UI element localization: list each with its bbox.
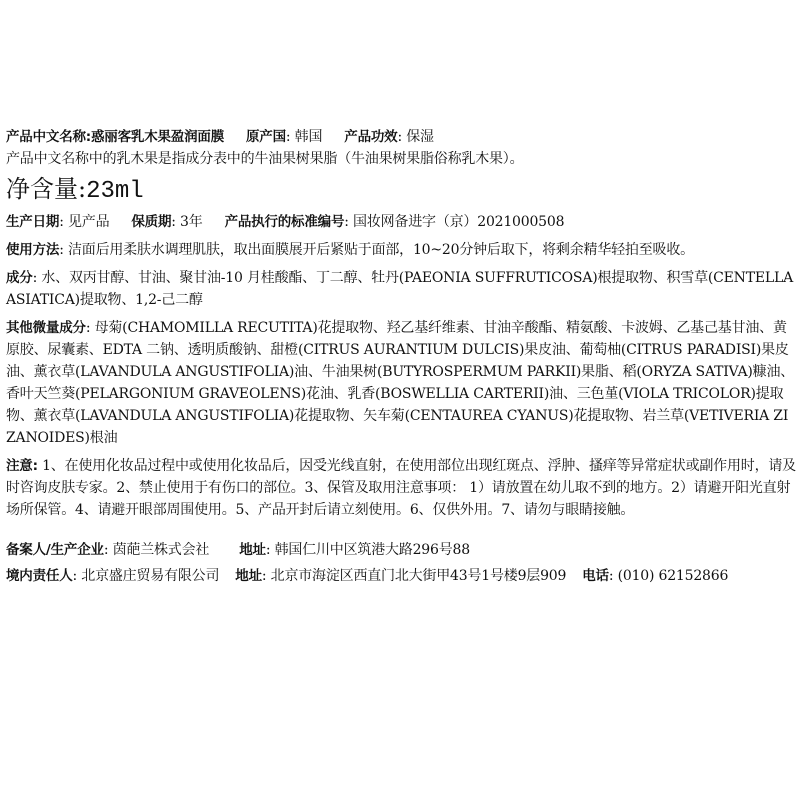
manufacturer-label: 备案人/生产企业 (6, 542, 104, 558)
product-name-note: 产品中文名称中的乳木果是指成分表中的牛油果树果脂（牛油果树果脂俗称乳木果）。 (6, 151, 524, 167)
domestic-agent-row (6, 563, 796, 589)
trace-ingredients-label: 其他微量成分 (6, 320, 86, 336)
production-date-label: 生产日期 (6, 214, 60, 230)
manufacturer-value: : 茵葩兰株式会社 (103, 542, 210, 558)
domestic-agent-address-value: : 北京市海淀区西直门北大街甲43号1号楼9层909 (261, 568, 567, 584)
manufacturer-address-value: : 韩国仁川中区筑港大路296号88 (265, 542, 470, 558)
net-content-row (6, 172, 796, 209)
net-content-label: 净含量: (6, 175, 87, 203)
usage-label: 使用方法 (6, 242, 60, 258)
shelf-life-label: 保质期 (131, 214, 172, 230)
product-name-value: 惑丽客乳木果盈润面膜 (91, 129, 224, 145)
company-info (6, 537, 796, 589)
trace-ingredients-text: : 母菊(CHAMOMILLA RECUTITA)花提取物、羟乙基纤维素、甘油辛酸酯、精氨酸、卡波姆、乙基己基甘油、黄原胶、尿囊素、EDTA 二钠、透明质酸钠、甜橙(CITRUS AURANTIUM DULCIS)果皮油、葡萄柚(CITRUS PARADISI)果皮油、薰衣草(LAVANDULA ANGUSTIFOLIA)油、牛油果树(BUTYROSPERMUM PARKII)果脂、稻(ORYZA SATIVA)糠油、香叶天竺葵(PELARGONIUM GRAVEOLENS)花油、乳香(BOSWELLIA CARTERII)油、三色堇(VIOLA TRICOLOR)提取物、薰衣草(LAVANDULA ANGUSTIFOLIA)花提取物、矢车菊(CENTAUREA CYANUS)花提取物、岩兰草(VETIVERIA ZIZANOIDES)根油 (6, 320, 795, 446)
efficacy-value: : 保湿 (397, 129, 434, 145)
product-name-label: 产品中文名称: (6, 129, 91, 145)
standard-value: : 国妆网备进字（京）2021000508 (344, 214, 565, 230)
trace-ingredients-section (6, 317, 796, 449)
info-row (6, 211, 796, 233)
ingredients-text: : 水、双丙甘醇、甘油、聚甘油-10 月桂酸酯、丁二醇、牡丹(PAEONIA SUFFRUTICOSA)根提取物、积雪草(CENTELLA ASIATICA)提取物、1,2-己二醇 (6, 270, 793, 308)
manufacturer-address-label: 地址 (239, 542, 266, 558)
caution-label: 注意: (6, 458, 38, 474)
shelf-life-value: : 3年 (171, 214, 203, 230)
origin-label: 原产国 (246, 129, 286, 145)
origin-value: : 韩国 (285, 129, 323, 145)
usage-section (6, 239, 796, 261)
domestic-agent-address-label: 地址 (235, 568, 262, 584)
product-label-document (6, 126, 796, 589)
standard-label: 产品执行的标准编号 (224, 214, 345, 230)
net-content-value: 23ml (86, 178, 144, 205)
ingredients-section (6, 267, 796, 311)
manufacturer-row (6, 537, 796, 563)
efficacy-label: 产品功效 (344, 129, 398, 145)
caution-text: 1、在使用化妆品过程中或使用化妆品后，因受光线直射，在使用部位出现红斑点、浮肿、搔痒等异常症状或副作用时，请及时咨询皮肤专家。2、禁止使用于有伤口的部位。3、保管及取用注意事项： 1）请放置在幼儿取不到的地方。2）请避开阳光直射场所保管。4、请避开眼部周围使用。5、产品开封后请立刻使用。6、仅供外用。7、请勿与眼睛接触。 (6, 458, 796, 518)
ingredients-label: 成分 (6, 270, 33, 286)
phone-label: 电话 (582, 568, 609, 584)
domestic-agent-value: : 北京盛庄贸易有限公司 (72, 568, 220, 584)
product-name-row (6, 126, 796, 148)
production-date-value: : 见产品 (59, 214, 110, 230)
phone-value: : (010) 62152866 (608, 568, 729, 584)
caution-section (6, 455, 796, 521)
usage-text: : 洁面后用柔肤水调理肌肤，取出面膜展开后紧贴于面部，10~20分钟后取下，将剩余精华轻拍至吸收。 (59, 242, 694, 258)
domestic-agent-label: 境内责任人 (6, 568, 73, 584)
